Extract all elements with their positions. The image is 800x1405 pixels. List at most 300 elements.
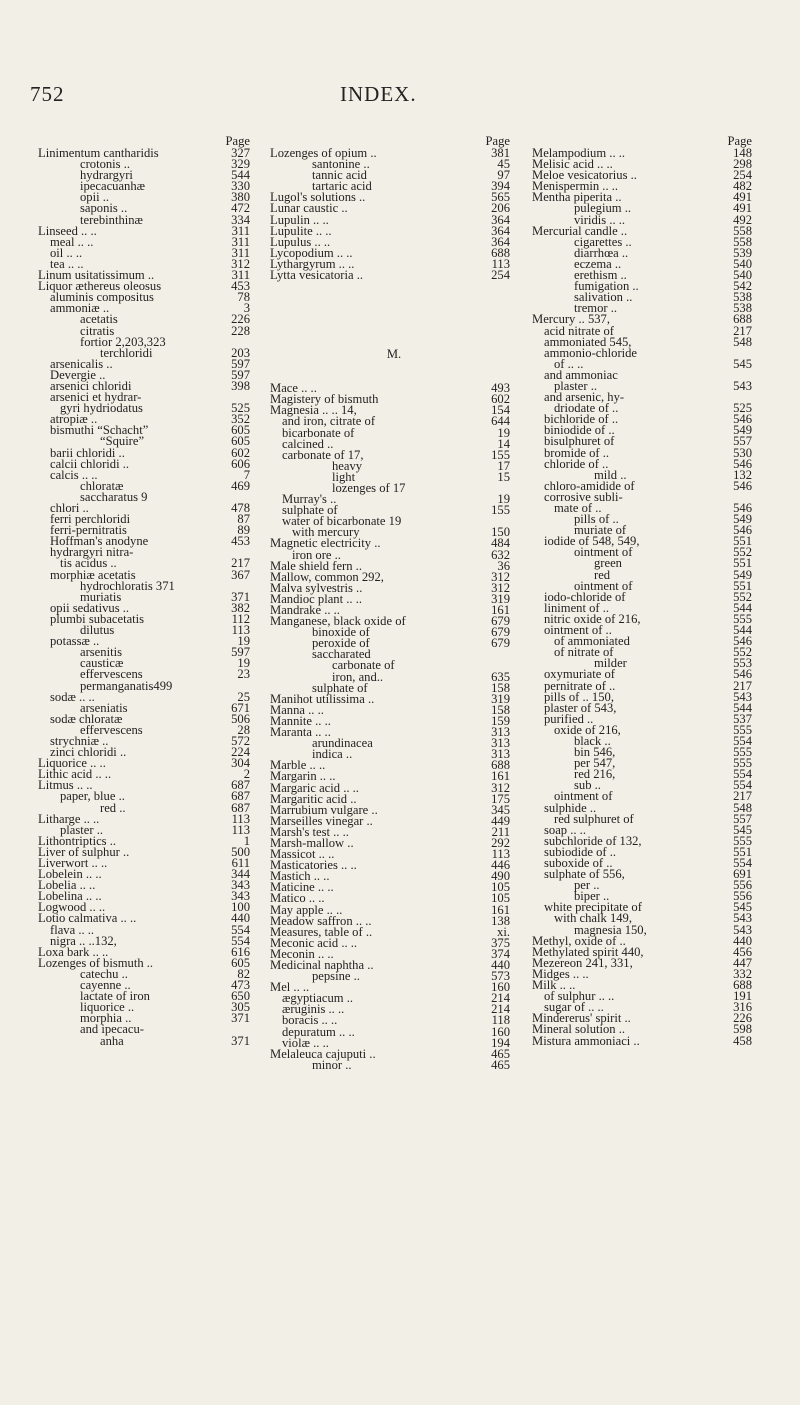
entry-term: mate of .. — [554, 501, 602, 515]
entry-term: nigra .. ..132, — [50, 933, 117, 948]
entry-term: Liquor æthereus oleosus — [38, 279, 162, 294]
entry-page: 538 — [733, 301, 752, 316]
entry-term: nitric oxide of 216, — [544, 611, 641, 626]
entry-term: chloride of .. — [544, 456, 609, 471]
entry-term: calcis .. .. — [50, 467, 98, 482]
entry-term: saccharatus 9 — [80, 489, 148, 504]
entry-term: Mel .. .. — [270, 980, 310, 995]
entry-page: 319 — [491, 691, 510, 706]
entry-term: Lozenges of bismuth .. — [38, 955, 154, 970]
entry-term: diarrhœa .. — [574, 245, 629, 260]
entry-term: Melisic acid .. .. — [532, 157, 613, 172]
entry-term: Magnetic electricity .. — [270, 536, 381, 551]
entry-term: iron ore .. — [292, 547, 341, 562]
entry-term: erethism .. — [574, 268, 627, 283]
index-entry — [38, 1013, 258, 1024]
entry-page: 572 — [231, 733, 250, 748]
entry-page: 113 — [231, 623, 250, 638]
entry-page: 375 — [491, 935, 510, 950]
entry-term: iron, and.. — [332, 669, 384, 684]
entry-term: boracis .. .. — [282, 1013, 338, 1028]
entry-page: 449 — [491, 813, 510, 828]
entry-term: oxymuriate of — [544, 667, 615, 682]
entry-term: light — [332, 469, 356, 484]
entry-page: 555 — [733, 833, 752, 848]
entry-page: 161 — [491, 603, 510, 617]
entry-page: 545 — [733, 822, 752, 837]
entry-term: Mastich .. .. — [270, 869, 330, 884]
entry-page: 161 — [491, 902, 510, 917]
index-entry — [270, 1046, 518, 1061]
entry-page: 687 — [231, 789, 250, 804]
entry-page: 15 — [497, 469, 510, 484]
entry-term: sodæ .. .. — [50, 689, 95, 704]
entry-page: 113 — [231, 822, 250, 837]
entry-term: catechu .. — [80, 966, 128, 981]
entry-term: sulphate of — [282, 503, 338, 518]
entry-page: 552 — [733, 645, 752, 660]
entry-term: acid nitrate of — [544, 323, 614, 338]
index-entry — [270, 270, 518, 281]
entry-page: 548 — [733, 800, 752, 815]
index-entry — [38, 203, 258, 214]
entry-page: 217 — [733, 678, 752, 693]
section-letter: M. — [386, 347, 402, 362]
index-entry — [532, 1033, 760, 1048]
entry-page: 97 — [497, 168, 510, 183]
entry-page: 132 — [733, 467, 752, 482]
entry-page: 343 — [231, 889, 250, 904]
entry-page: 224 — [231, 745, 250, 760]
entry-term: binoxide of — [312, 625, 370, 640]
entry-page: 313 — [491, 725, 510, 740]
entry-page: 316 — [733, 1000, 752, 1015]
entry-term: ointment of — [554, 789, 613, 804]
entry-page: 544 — [733, 700, 752, 715]
entry-page: 113 — [491, 847, 510, 862]
entry-page: 546 — [733, 501, 752, 515]
entry-term: hydrargyri nitra- — [50, 545, 134, 560]
entry-page: 525 — [733, 401, 752, 416]
entry-term: milder — [594, 656, 627, 671]
entry-page: 598 — [733, 1022, 752, 1037]
entry-page: 493 — [491, 381, 510, 396]
entry-term: effervescens — [80, 722, 143, 737]
entry-page: 105 — [491, 880, 510, 895]
entry-term: Lytta vesicatoria .. — [270, 268, 364, 283]
entry-term: Mercury .. 537, — [532, 312, 610, 327]
entry-term: iodide of 548, 549, — [544, 534, 640, 549]
entry-page: 217 — [733, 323, 752, 338]
index-entry — [270, 627, 518, 638]
entry-term: muriatis — [80, 589, 122, 604]
entry-term: and ammoniac — [544, 367, 618, 382]
index-entry — [38, 966, 258, 981]
entry-page: 556 — [733, 889, 752, 904]
entry-term: Maranta .. .. — [270, 725, 331, 740]
entry-page: 203 — [231, 345, 250, 360]
page-label: Page — [727, 134, 752, 148]
index-entry — [532, 880, 760, 891]
entry-term: paper, blue .. — [60, 789, 125, 804]
entry-page: 25 — [237, 689, 250, 704]
entry-term: Murray's .. — [282, 492, 337, 507]
entry-page: 160 — [491, 1024, 510, 1039]
entry-term: Meadow saffron .. .. — [270, 913, 372, 928]
entry-page: 292 — [491, 835, 510, 850]
index-entry — [270, 727, 518, 738]
entry-term: Lobelia .. .. — [38, 878, 96, 893]
entry-page: 484 — [491, 536, 510, 551]
entry-term: Linseed .. .. — [38, 223, 97, 238]
entry-term: black .. — [574, 733, 611, 748]
entry-page: 440 — [231, 911, 250, 926]
entry-page: 540 — [733, 268, 752, 283]
entry-page: 554 — [733, 767, 752, 782]
entry-page: 544 — [231, 168, 250, 183]
index-entry — [38, 1033, 258, 1048]
entry-term: tartaric acid — [312, 179, 372, 194]
entry-page: 23 — [237, 667, 250, 682]
entry-term: ointment of — [574, 545, 633, 560]
entry-page: 113 — [231, 811, 250, 826]
entry-term: aluminis compositus — [50, 290, 154, 305]
entry-page: 440 — [491, 958, 510, 972]
entry-page: 447 — [733, 955, 752, 970]
entry-term: Lugol's solutions .. — [270, 190, 366, 205]
entry-term: santonine .. — [312, 157, 370, 172]
entry-page: 537 — [733, 711, 752, 726]
index-entry — [532, 747, 760, 758]
entry-page: 539 — [733, 245, 752, 260]
index-entry — [532, 203, 760, 214]
entry-page: 334 — [231, 212, 250, 227]
entry-term: fortior 2,203,323 — [80, 334, 166, 349]
entry-page: 490 — [491, 869, 510, 884]
index-entry — [532, 769, 760, 780]
entry-page: 112 — [231, 611, 250, 626]
entry-term: red — [594, 567, 611, 582]
entry-page: 555 — [733, 722, 752, 737]
entry-term: subchloride of 132, — [544, 833, 642, 848]
entry-page: 312 — [231, 256, 250, 271]
index-entry — [38, 303, 258, 314]
entry-term: Melaleuca cajuputi .. — [270, 1046, 376, 1061]
entry-term: Methylated spirit 440, — [532, 944, 644, 959]
entry-page: 546 — [733, 634, 752, 649]
running-title: INDEX. — [340, 82, 417, 106]
entry-page: 343 — [231, 878, 250, 893]
entry-term: bichloride of .. — [544, 412, 619, 427]
entry-term: saccharated — [312, 647, 371, 662]
entry-term: chloro-amidide of — [544, 478, 635, 493]
entry-term: white precipitate of — [544, 900, 642, 915]
entry-page: 446 — [491, 858, 510, 873]
entry-page: 311 — [231, 268, 250, 283]
entry-page: 545 — [733, 900, 752, 915]
entry-page: 602 — [491, 392, 510, 407]
entry-page: 228 — [231, 323, 250, 338]
entry-page: 679 — [491, 625, 510, 640]
entry-page: 606 — [231, 456, 250, 471]
entry-term: bicarbonate of — [282, 425, 355, 440]
entry-page: 500 — [231, 844, 250, 859]
entry-term: morphiæ acetatis — [50, 567, 136, 582]
entry-page: 605 — [231, 423, 250, 438]
entry-page: 138 — [491, 913, 510, 928]
entry-term: Meconin .. .. — [270, 946, 334, 961]
entry-page: 552 — [733, 545, 752, 560]
entry-page: 1 — [243, 833, 250, 848]
entry-term: ointment of — [574, 578, 633, 593]
entry-term: violæ .. .. — [282, 1035, 329, 1050]
entry-page: 312 — [491, 780, 510, 795]
entry-page: 374 — [491, 946, 510, 961]
page-number: 752 — [30, 82, 65, 106]
entry-page: 679 — [491, 614, 510, 629]
entry-page: 688 — [733, 978, 752, 993]
entry-page: 543 — [733, 922, 752, 937]
entry-term: water of bicarbonate 19 — [282, 514, 402, 529]
entry-page: 597 — [231, 645, 250, 660]
entry-page: 540 — [733, 256, 752, 271]
index-entry — [532, 514, 760, 525]
index-entry — [270, 159, 518, 170]
entry-page: 14 — [497, 436, 510, 451]
entry-page: 635 — [491, 669, 510, 684]
entry-page: 597 — [231, 367, 250, 382]
entry-page: 632 — [491, 547, 510, 562]
entry-term: fumigation .. — [574, 279, 639, 294]
entry-page: 688 — [733, 312, 752, 327]
entry-page: 557 — [733, 811, 752, 826]
entry-page: 330 — [231, 179, 250, 194]
entry-page: 19 — [497, 425, 510, 440]
entry-term: Lotio calmativa .. .. — [38, 911, 137, 926]
entry-term: Mallow, common 292, — [270, 569, 384, 584]
index-entry — [38, 611, 258, 626]
entry-page: 469 — [231, 478, 250, 493]
entry-term: cigarettes .. — [574, 234, 632, 249]
entry-page: 549 — [733, 512, 752, 527]
entry-term: sodæ chloratæ — [50, 711, 123, 726]
entry-page: 311 — [231, 234, 250, 249]
entry-term: terebinthinæ — [80, 212, 143, 227]
entry-term: of nitrate of — [554, 645, 614, 660]
entry-term: with mercury — [292, 525, 360, 540]
entry-term: magnesia 150, — [574, 922, 647, 937]
entry-page: 556 — [733, 878, 752, 893]
entry-term: oil .. .. — [50, 245, 83, 260]
entry-term: causticæ — [80, 656, 124, 671]
entry-page: 344 — [231, 867, 250, 882]
index-entry — [38, 578, 258, 593]
index-entry — [532, 503, 760, 514]
entry-term: Manganese, black oxide of — [270, 614, 406, 629]
entry-term: terchloridi — [100, 345, 153, 360]
entry-page: 551 — [733, 556, 752, 571]
entry-page: 345 — [491, 802, 510, 817]
index-entry — [38, 148, 258, 159]
entry-page: 465 — [491, 1046, 510, 1061]
entry-page: xi. — [497, 924, 510, 939]
index-entry — [270, 1057, 518, 1072]
entry-page: 554 — [733, 778, 752, 793]
entry-page: 525 — [231, 401, 250, 416]
entry-term: carbonate of — [332, 658, 395, 673]
entry-page: 158 — [491, 702, 510, 717]
entry-page: 548 — [733, 334, 752, 349]
entry-page: 313 — [491, 736, 510, 751]
index-entry — [38, 955, 258, 970]
index-entry — [38, 791, 258, 802]
index-entry — [38, 425, 258, 436]
entry-term: pepsine .. — [312, 969, 360, 984]
index-entry — [270, 447, 518, 462]
entry-page: 254 — [491, 268, 510, 283]
entry-term: pills of .. 150, — [544, 689, 614, 704]
entry-term: eczema .. — [574, 256, 622, 271]
entry-term: depuratum .. .. — [282, 1024, 355, 1039]
entry-page: 453 — [231, 279, 250, 294]
entry-term: driodate of .. — [554, 401, 619, 416]
entry-term: red 216, — [574, 767, 616, 782]
entry-term: Linimentum cantharidis — [38, 146, 159, 160]
entry-page: 465 — [491, 1057, 510, 1072]
entry-term: Marseilles vinegar .. — [270, 813, 373, 828]
entry-term: ferri perchloridi — [50, 512, 131, 527]
entry-page: 611 — [231, 856, 250, 870]
entry-page: 555 — [733, 745, 752, 760]
entry-term: Lozenges of opium .. — [270, 146, 377, 160]
entry-term: iodo-chloride of — [544, 589, 626, 604]
entry-page: 327 — [231, 146, 250, 160]
index-entry — [532, 270, 760, 281]
entry-term: Litmus .. .. — [38, 778, 93, 793]
entry-term: May apple .. .. — [270, 902, 343, 917]
entry-page: 688 — [491, 758, 510, 773]
entry-term: effervescens — [80, 667, 143, 682]
entry-page: 352 — [231, 412, 250, 427]
entry-term: Menispermin .. .. — [532, 179, 619, 194]
index-column-2 — [270, 136, 518, 1071]
entry-term: with chalk 149, — [554, 911, 632, 926]
entry-term: anha — [100, 1033, 124, 1048]
entry-term: minor .. — [312, 1057, 352, 1072]
entry-page: 478 — [231, 501, 250, 515]
entry-page: 506 — [231, 711, 250, 726]
entry-page: 555 — [733, 611, 752, 626]
entry-term: chloratæ — [80, 478, 124, 493]
entry-page: 217 — [733, 789, 752, 804]
index-entry — [38, 636, 258, 647]
entry-term: Liquorice .. .. — [38, 756, 106, 771]
entry-term: sulphate of — [312, 680, 368, 695]
entry-term: Margaritic acid .. — [270, 791, 357, 806]
entry-page: 453 — [231, 534, 250, 549]
entry-page: 544 — [733, 600, 752, 615]
entry-page: 206 — [491, 201, 510, 216]
entry-term: sulphide .. — [544, 800, 597, 815]
entry-page: 394 — [491, 179, 510, 194]
entry-page: 605 — [231, 955, 250, 970]
entry-term: cayenne .. — [80, 978, 131, 993]
index-entry — [38, 181, 258, 192]
index-entry — [38, 170, 258, 181]
entry-term: sub .. — [574, 778, 601, 793]
entry-term: calcii chloridi .. — [50, 456, 130, 471]
entry-term: salivation .. — [574, 290, 633, 305]
entry-term: arsenici chloridi — [50, 378, 132, 393]
entry-page: 573 — [491, 969, 510, 984]
entry-term: Male shield fern .. — [270, 558, 362, 573]
entry-page: 482 — [733, 179, 752, 194]
entry-term: tannic acid — [312, 168, 367, 183]
index-entry — [38, 467, 258, 482]
entry-term: arundinacea — [312, 736, 373, 751]
entry-term: suboxide of .. — [544, 856, 613, 870]
index-entry — [532, 547, 760, 558]
entry-term: arsenici et hydrar- — [50, 390, 142, 405]
entry-term: Margarin .. .. — [270, 769, 336, 784]
entry-page: 371 — [231, 1011, 250, 1026]
entry-page: 36 — [497, 558, 510, 573]
entry-term: bin 546, — [574, 745, 616, 760]
entry-page: 538 — [733, 290, 752, 305]
entry-term: Mistura ammoniaci .. — [532, 1033, 640, 1048]
entry-term: per .. — [574, 878, 600, 893]
entry-term: æruginis .. .. — [282, 1002, 345, 1017]
entry-term: biper .. — [574, 889, 610, 904]
entry-page: 551 — [733, 844, 752, 859]
index-entry — [270, 616, 518, 627]
entry-term: of .. .. — [554, 356, 584, 371]
index-entry — [532, 234, 760, 249]
entry-term: ferri-pernitratis — [50, 523, 127, 538]
entry-page: 558 — [733, 223, 752, 238]
entry-term: Lithic acid .. .. — [38, 767, 112, 782]
index-entry — [38, 1024, 258, 1035]
entry-term: Mercurial candle .. — [532, 223, 628, 238]
entry-term: tea .. .. — [50, 256, 84, 271]
entry-term: Malva sylvestris .. — [270, 580, 363, 595]
entry-term: Margaric acid .. .. — [270, 780, 359, 795]
entry-page: 367 — [231, 567, 250, 582]
index-entry — [270, 660, 518, 671]
index-entry — [532, 281, 760, 292]
index-entry — [532, 256, 760, 271]
entry-page: 543 — [733, 378, 752, 393]
entry-term: soap .. .. — [544, 822, 586, 837]
entry-term: Mindererus' spirit .. — [532, 1011, 631, 1026]
index-entry — [532, 722, 760, 737]
entry-term: tremor .. — [574, 301, 618, 316]
entry-term: potassæ .. — [50, 634, 100, 649]
entry-term: pernitrate of .. — [544, 678, 616, 693]
entry-page: 553 — [733, 656, 752, 671]
entry-page: 89 — [237, 523, 250, 538]
entry-term: heavy — [332, 458, 363, 473]
entry-term: Lobelein .. .. — [38, 867, 102, 882]
entry-term: biniodide of .. — [544, 423, 615, 438]
entry-term: Marrubium vulgare .. — [270, 802, 378, 817]
index-entry — [532, 733, 760, 748]
entry-page: 154 — [491, 403, 510, 418]
entry-term: Mineral solution .. — [532, 1022, 626, 1037]
entry-term: arsenicalis .. — [50, 356, 113, 371]
entry-page: 549 — [733, 423, 752, 438]
entry-term: Milk .. .. — [532, 978, 576, 993]
